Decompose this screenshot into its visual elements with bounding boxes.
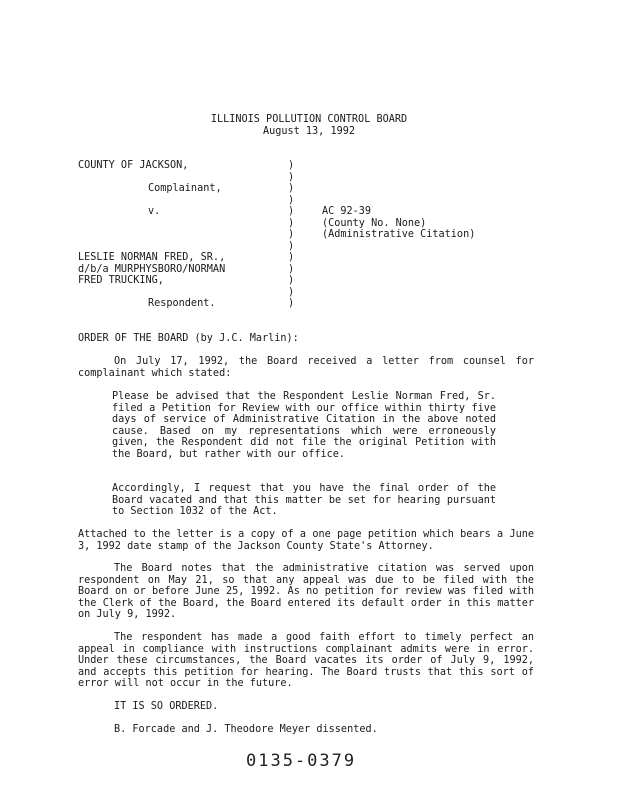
versus-label: v. (148, 206, 161, 217)
citation-type: (Administrative Citation) (322, 229, 476, 240)
bracket: ) (288, 172, 295, 183)
bracket: ) (288, 241, 295, 252)
complainant-label: Complainant, (148, 183, 222, 194)
order-heading: ORDER OF THE BOARD (by J.C. Marlin): (78, 333, 299, 344)
respondent-company: FRED TRUCKING, (78, 275, 164, 286)
bracket: ) (288, 183, 295, 194)
bracket: ) (288, 195, 295, 206)
case-number: AC 92-39 (322, 206, 372, 217)
complainant-name: COUNTY OF JACKSON, (78, 160, 189, 171)
paragraph-letter-received: On July 17, 1992, the Board received a letter from counsel for complainant which stated: (78, 356, 534, 379)
bracket: ) (288, 252, 295, 263)
so-ordered: IT IS SO ORDERED. (114, 701, 219, 712)
dissent-note: B. Forcade and J. Theodore Meyer dissented. (114, 724, 378, 735)
bracket: ) (288, 218, 295, 229)
respondent-dba: d/b/a MURPHYSBORO/NORMAN (78, 264, 226, 275)
paragraph-board-notes: The Board notes that the administrative citation was served upon respondent on May 21, so that any appeal was due to be filed with the Board on or before June 25, 1992. As no petition for review was filed with the Clerk of the Board, the Board entered its default order in this matter on July 9, 1992. (78, 563, 534, 620)
respondent-label: Respondent. (148, 298, 216, 309)
respondent-name: LESLIE NORMAN FRED, SR., (78, 252, 226, 263)
bracket: ) (288, 229, 295, 240)
bracket: ) (288, 160, 295, 171)
county-number: (County No. None) (322, 218, 427, 229)
paragraph-attachment: Attached to the letter is a copy of a one page petition which bears a June 3, 1992 date stamp of the Jackson County State's Attorney. (78, 529, 534, 552)
agency-title: ILLINOIS POLLUTION CONTROL BOARD (210, 114, 408, 125)
bracket: ) (288, 264, 295, 275)
bracket: ) (288, 206, 295, 217)
bracket: ) (288, 287, 295, 298)
quoted-letter-paragraph-1: Please be advised that the Respondent Leslie Norman Fred, Sr. filed a Petition for Review with our office within thirty five days of service of Administrative Citation in the above noted cause. Based on my representations which were erroneously given, the Respondent did not file the original Petition with the Board, but rather with our office. (112, 391, 496, 460)
bracket: ) (288, 298, 295, 309)
bracket: ) (288, 275, 295, 286)
paragraph-good-faith: The respondent has made a good faith effort to timely perfect an appeal in compliance with instructions complainant admits were in error. Under these circumstances, the Board vacates its order of July 9, 1992, and accepts this petition for hearing. The Board trusts that this sort of error will not occur in the future. (78, 632, 534, 689)
page-stamp: 0135-0379 (246, 751, 357, 771)
order-date: August 13, 1992 (262, 126, 355, 137)
quoted-letter-paragraph-2: Accordingly, I request that you have the final order of the Board vacated and that this matter be set for hearing pursuant to Section 1032 of the Act. (112, 483, 496, 517)
